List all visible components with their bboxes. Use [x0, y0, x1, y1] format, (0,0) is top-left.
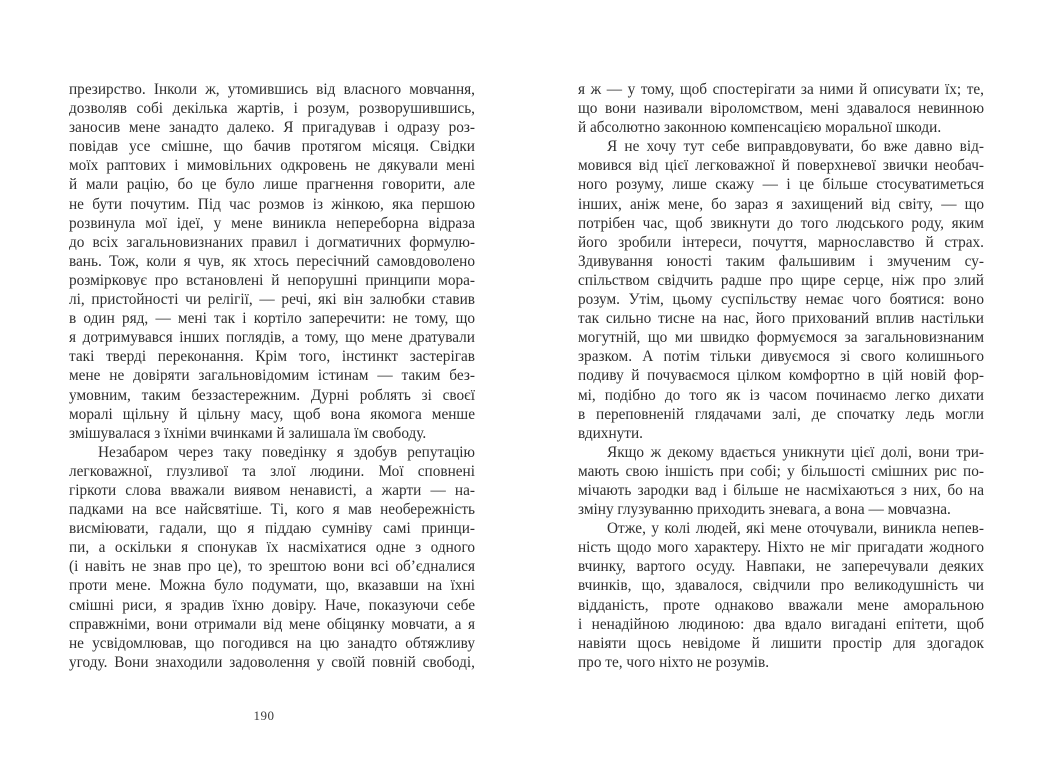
text-line: зміну глузуванню приходить зневага, а вона — мовчазна. — [578, 501, 951, 519]
text-line: не усвідомлював, що погодився на цю занадто обтяжливу — [69, 634, 475, 652]
text-line: до всіх загальновизнаних правил і догматичних формулю- — [69, 233, 475, 251]
text-line: умовним, таким беззастережним. Дурні роблять зі своєї — [69, 386, 475, 404]
text-line: я дотримувався інших поглядів, а тому, що мене дратували — [69, 329, 475, 347]
text-line: й мали рацію, бо це було лише прагнення говорити, але — [69, 176, 475, 194]
text-line: мовився від цієї легковажної й поверхневої звички необач- — [578, 157, 984, 175]
text-line: вдихнути. — [578, 424, 643, 442]
text-line: заносив мене занадто далеко. Я пригадував і одразу роз- — [69, 119, 475, 137]
text-line: навіяти щось невідоме й лишити простір для здогадок — [578, 634, 984, 652]
text-line: Якщо ж декому вдається уникнути цієї долі, вони три- — [607, 443, 984, 461]
text-line: розвинула мої ідеї, у мене виникла непереборна відраза — [69, 214, 475, 232]
text-line: гіркоти слова вважали виявом ненависті, а жарти — на- — [69, 481, 475, 499]
text-line: смішні риси, я зрадив їхню довіру. Наче, показуючи себе — [69, 596, 475, 614]
text-line: змішувалася з їхніми вчинками й залишала їм свободу. — [69, 424, 427, 442]
text-line: ність щодо мого характеру. Ніхто не міг пригадати жодного — [578, 539, 984, 557]
text-line: мають свою іншість при собі; у більшості смішних рис по- — [578, 462, 984, 480]
text-line: могутній, що ми швидко формуємося за загальновизнаним — [578, 329, 984, 347]
page-right-text — [578, 80, 984, 672]
text-line: угоду. Вони знаходили задоволення у своїй повній свободі, — [69, 653, 475, 671]
page-left-text — [69, 80, 475, 672]
text-line: інших, аніж мене, бо зараз я захищений від світу, — що — [578, 195, 984, 213]
text-line: вчинку, вартого осуду. Навпаки, не заперечували деяких — [578, 558, 984, 576]
text-line: Отже, у колі людей, які мене оточували, виникла непев- — [607, 520, 984, 538]
text-line: я ж — у тому, щоб спостерігати за ними й описувати їх; те, — [578, 81, 984, 98]
text-line: його зробили інтереси, почуття, марнославство й страх. — [578, 233, 984, 251]
text-line: мене не довіряти загальновідомим істинам — таким без- — [69, 367, 475, 385]
text-line: відданість, проте однаково вважали мене аморальною — [578, 596, 984, 614]
text-line: проти мене. Можна було подумати, що, вказавши на їхні — [69, 577, 475, 595]
text-line: презирство. Інколи ж, утомившись від власного мовчання, — [69, 81, 475, 98]
text-line: висміювати, гадали, що я піддаю сумніву самі принци- — [69, 520, 475, 538]
text-line: в один ряд, — мені так і кортіло заперечити: не тому, що — [69, 310, 475, 328]
text-line: спільством свідчить радше про щире серце, ніж про злий — [578, 271, 984, 289]
text-line: і ненадійною людиною: два вдало вигадані епітети, щоб — [578, 615, 984, 633]
text-line: мічають зародки вад і більше не насміхаються з них, бо на — [578, 481, 984, 499]
text-line: вань. Тож, коли я чув, як хтось пересічний самовдоволено — [69, 252, 475, 270]
text-line: Здивування юності таким фальшивим і змученим су- — [578, 252, 984, 270]
text-line: повідав усе смішне, що бачив протягом місяця. Свідки — [69, 138, 475, 156]
text-line: падками на все найсвятіше. Ті, кого я мав необережність — [69, 501, 475, 519]
text-line: дозволяв собі декілька жартів, і розум, розворушившись, — [69, 100, 475, 118]
text-line: так сильно тисне на нас, його прихований вплив настільки — [578, 310, 984, 328]
text-line: пи, а оскільки я спонукав їх насміхатися одне з одного — [69, 539, 475, 557]
text-line: лі, пристойності чи релігії, — речі, які він залюбки ставив — [69, 291, 475, 309]
text-line: Я не хочу тут себе виправдовувати, бо вже давно від- — [607, 138, 984, 156]
text-line: що вони називали віроломством, мені здавалося невинною — [578, 100, 984, 118]
text-line: моралі щільну й цільну масу, щоб вона якомога менше — [69, 405, 475, 423]
text-line: легковажної, глузливої та злої людини. Мої сповнені — [69, 462, 475, 480]
text-line: розум. Утім, цьому суспільству немає чого боятися: воно — [578, 291, 984, 309]
text-line: справжніми, вони отримали від мене обіцянку мовчати, а я — [69, 615, 475, 633]
text-line: (і навіть не знав про це), то зрештою вони всі об’єдналися — [69, 558, 475, 576]
text-line: про те, чого ніхто не розумів. — [578, 653, 770, 671]
page-number: 190 — [253, 708, 275, 723]
text-line: розмірковує про встановлені й непорушні принципи мора- — [69, 271, 475, 289]
text-line: подиву й почуваємося цілком комфортно в цій новій фор- — [578, 367, 984, 385]
text-line: ного розуму, лише скажу — і це більше стосуватиметься — [578, 176, 984, 194]
text-line: й абсолютно законною компенсацією моральної шкоди. — [578, 119, 942, 137]
text-line: вчинків, що, здавалося, свідчили про великодушність чи — [578, 577, 984, 595]
text-line: зразком. А потім тільки дивуємося зі свого колишнього — [578, 348, 984, 366]
text-line: не бути почутим. Під час розмов із жінкою, яка першою — [69, 195, 475, 213]
text-line: мі, подібно до того як із часом починаємо легко дихати — [578, 386, 984, 404]
text-line: потрібен час, щоб звикнути до того людського роду, яким — [578, 214, 984, 232]
text-line: такі тверді переконання. Крім того, інстинкт застерігав — [69, 348, 475, 366]
text-line: Незабаром через таку поведінку я здобув репутацію — [98, 443, 475, 461]
text-line: в переповненій глядачами залі, де спочатку ледь могли — [578, 405, 984, 423]
text-line: моїх раптових і мимовільних одкровень не дякували мені — [69, 157, 475, 175]
